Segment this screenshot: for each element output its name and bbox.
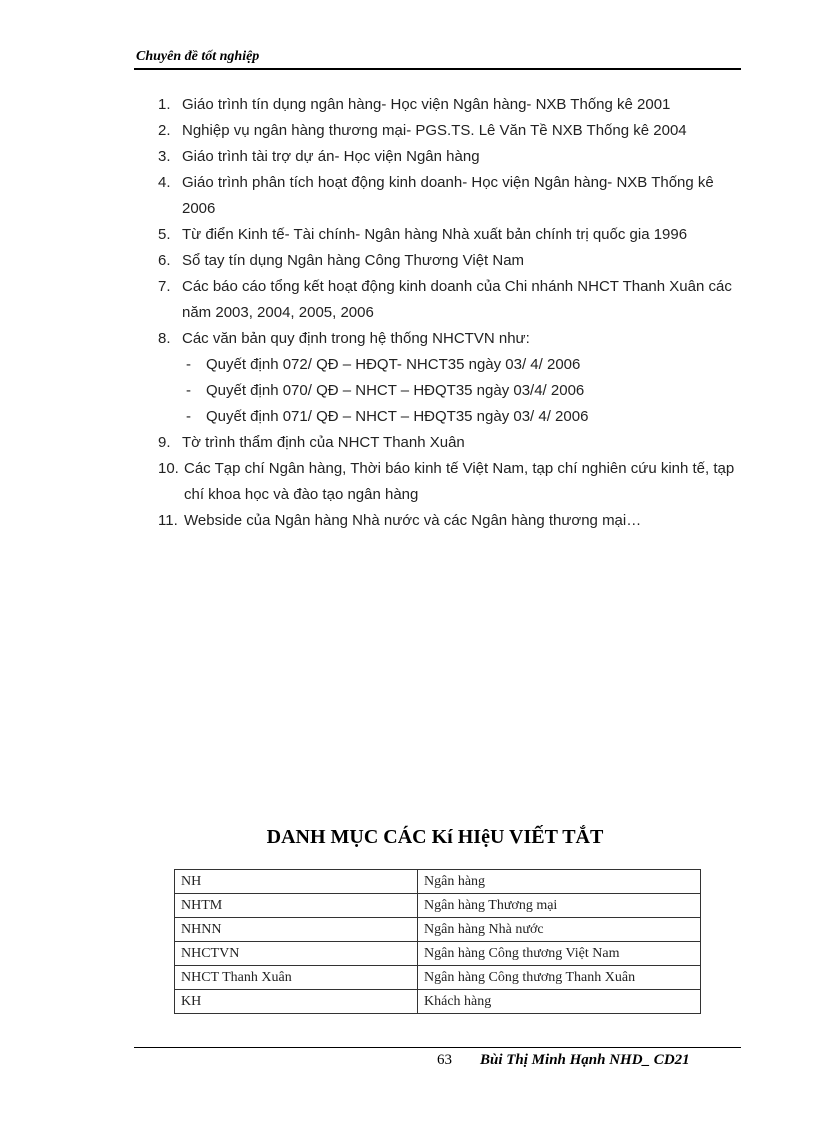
reference-number: 7. [158, 278, 171, 295]
reference-text: Giáo trình tài trợ dự án- Học viện Ngân hàng [182, 148, 480, 165]
reference-number: 10. [158, 460, 179, 477]
abbreviations-title: DANH MỤC CÁC Kí HIệU VIẾT TẮT [266, 826, 604, 848]
reference-sub-item [158, 378, 748, 404]
abbr-cell: NHCTVN [175, 942, 418, 966]
reference-text: Các văn bản quy định trong hệ thống NHCTVN như: [182, 330, 530, 347]
sub-item-dash: - [186, 408, 191, 425]
meaning-cell: Ngân hàng Công thương Việt Nam [418, 942, 701, 966]
reference-text: Webside của Ngân hàng Nhà nước và các Ngân hàng thương mại… [184, 512, 642, 529]
reference-text: Các Tạp chí Ngân hàng, Thời báo kinh tế Việt Nam, tạp chí nghiên cứu kinh tế, tạp chí khoa học và đào tạo ngân hàng [184, 460, 735, 503]
reference-number: 6. [158, 252, 171, 269]
meaning-cell: Ngân hàng Nhà nước [418, 918, 701, 942]
reference-number: 3. [158, 148, 171, 165]
reference-text: Từ điển Kinh tế- Tài chính- Ngân hàng Nhà xuất bản chính trị quốc gia 1996 [182, 226, 688, 243]
reference-number: 5. [158, 226, 171, 243]
reference-text: Sổ tay tín dụng Ngân hàng Công Thương Việt Nam [182, 252, 525, 269]
reference-item [158, 430, 748, 456]
reference-number: 4. [158, 174, 171, 191]
reference-sub-item [158, 352, 748, 378]
abbr-cell: NHNN [175, 918, 418, 942]
meaning-cell: Khách hàng [418, 990, 701, 1014]
reference-number: 1. [158, 96, 171, 113]
reference-item [158, 248, 748, 274]
reference-number: 8. [158, 330, 171, 347]
reference-item [158, 508, 748, 534]
table-row [175, 966, 701, 990]
references-list [158, 92, 748, 534]
reference-number: 2. [158, 122, 171, 139]
meaning-cell: Ngân hàng [418, 870, 701, 894]
reference-item [158, 456, 748, 508]
reference-sub-item [158, 404, 748, 430]
reference-text: Các báo cáo tổng kết hoạt động kinh doanh của Chi nhánh NHCT Thanh Xuân các năm 2003, 2004, 2005, 2006 [182, 278, 732, 321]
sub-item-text: Quyết định 070/ QĐ – NHCT – HĐQT35 ngày 03/4/ 2006 [206, 382, 585, 399]
abbreviations-table [174, 869, 701, 1014]
reference-item [158, 170, 748, 222]
header-divider [134, 68, 741, 70]
table-row [175, 990, 701, 1014]
sub-item-text: Quyết định 072/ QĐ – HĐQT- NHCT35 ngày 03/ 4/ 2006 [206, 356, 581, 373]
reference-item [158, 92, 748, 118]
reference-item [158, 144, 748, 170]
reference-text: Nghiệp vụ ngân hàng thương mại- PGS.TS. Lê Văn Tề NXB Thống kê 2004 [182, 122, 687, 139]
reference-item [158, 118, 748, 144]
reference-text: Giáo trình tín dụng ngân hàng- Học viện Ngân hàng- NXB Thống kê 2001 [182, 96, 671, 113]
sub-item-dash: - [186, 382, 191, 399]
abbr-cell: KH [175, 990, 418, 1014]
abbr-cell: NH [175, 870, 418, 894]
header-title: Chuyên đề tốt nghiệp [136, 49, 260, 64]
abbr-cell: NHTM [175, 894, 418, 918]
reference-item [158, 274, 748, 326]
reference-number: 9. [158, 434, 171, 451]
sub-item-dash: - [186, 356, 191, 373]
page-number: 63 [437, 1052, 452, 1068]
reference-number: 11. [158, 512, 178, 529]
footer-author: Bùi Thị Minh Hạnh NHD_ CD21 [480, 1052, 690, 1068]
reference-text: Tờ trình thẩm định của NHCT Thanh Xuân [182, 434, 465, 451]
meaning-cell: Ngân hàng Thương mại [418, 894, 701, 918]
meaning-cell: Ngân hàng Công thương Thanh Xuân [418, 966, 701, 990]
table-row [175, 894, 701, 918]
sub-item-text: Quyết định 071/ QĐ – NHCT – HĐQT35 ngày 03/ 4/ 2006 [206, 408, 589, 425]
reference-text: Giáo trình phân tích hoạt động kinh doanh- Học viện Ngân hàng- NXB Thống kê 2006 [182, 174, 714, 217]
footer-divider [134, 1047, 741, 1048]
table-row [175, 918, 701, 942]
table-row [175, 870, 701, 894]
reference-item [158, 326, 748, 352]
abbr-cell: NHCT Thanh Xuân [175, 966, 418, 990]
reference-item [158, 222, 748, 248]
table-row [175, 942, 701, 966]
